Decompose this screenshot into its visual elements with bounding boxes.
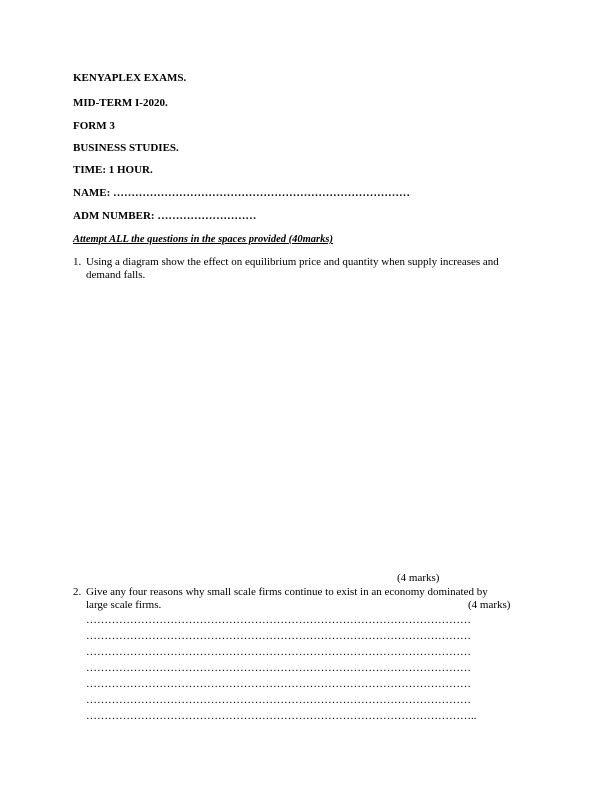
instructions: Attempt ALL the questions in the spaces provided (40marks) [73,234,333,245]
diagram-answer-space[interactable] [86,285,536,565]
question-1 [73,256,543,286]
question-text-line: demand falls. [86,269,146,281]
question-number: 2. [73,586,82,598]
answer-line[interactable]: …………………………………………………………………………………………… [86,662,471,674]
name-field[interactable]: NAME: ……………………………………………………………………… [73,187,411,199]
question-2-marks: (4 marks) [468,599,511,611]
exam-time: TIME: 1 HOUR. [73,164,153,176]
answer-line[interactable]: …………………………………………………………………………………………… [86,678,471,690]
adm-number-field[interactable]: ADM NUMBER: ……………………… [73,210,257,222]
question-1-marks: (4 marks) [397,572,440,584]
exam-subject: BUSINESS STUDIES. [73,142,179,154]
exam-title: KENYAPLEX EXAMS. [73,72,187,84]
answer-line[interactable]: …………………………………………………………………………………………….. [86,710,477,722]
question-text-line: large scale firms. [86,599,162,611]
question-text-line: Using a diagram show the effect on equilibrium price and quantity when supply increases and [86,256,499,268]
answer-line[interactable]: …………………………………………………………………………………………… [86,646,471,658]
answer-line[interactable]: …………………………………………………………………………………………… [86,694,471,706]
question-text-line: Give any four reasons why small scale firms continue to exist in an economy dominated by [86,586,488,598]
question-number: 1. [73,256,82,268]
exam-term: MID-TERM I-2020. [73,97,168,109]
answer-line[interactable]: …………………………………………………………………………………………… [86,630,471,642]
answer-line[interactable]: …………………………………………………………………………………………… [86,614,471,626]
exam-form: FORM 3 [73,120,115,132]
